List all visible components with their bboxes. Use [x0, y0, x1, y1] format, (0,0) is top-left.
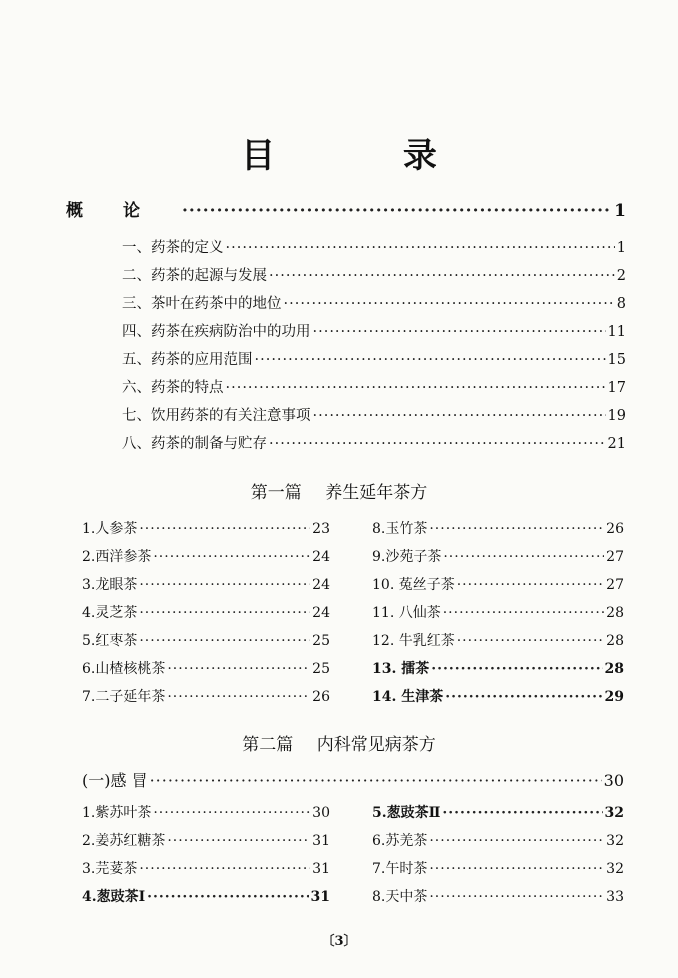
leader-dots	[147, 889, 308, 905]
section-number: 第二篇	[242, 735, 294, 755]
toc-entry-page: 19	[607, 408, 626, 424]
leader-dots	[429, 521, 604, 537]
section-heading-part1	[0, 478, 678, 503]
leader-dots	[139, 521, 310, 537]
leader-dots	[431, 661, 602, 677]
leader-dots	[167, 661, 310, 677]
toc-entry-page: 30	[603, 771, 624, 790]
toc-entry-page: 26	[312, 689, 330, 705]
toc-entry	[122, 432, 626, 453]
leader-dots	[139, 861, 310, 877]
toc-entry	[82, 574, 330, 594]
leader-dots	[313, 408, 606, 424]
toc-entry	[372, 886, 624, 906]
toc-entry	[82, 658, 330, 678]
toc-entry-label: 2.西洋参茶	[82, 549, 152, 565]
leader-dots	[429, 861, 604, 877]
toc-entry-label: 六、药茶的特点	[122, 380, 224, 396]
toc-entry	[82, 686, 330, 706]
toc-entry-label: 4.灵芝茶	[82, 605, 138, 621]
toc-entry-page: 28	[604, 661, 624, 677]
toc-entry	[82, 802, 330, 822]
section-number: 第一篇	[250, 483, 302, 503]
toc-entry-label: 一、药茶的定义	[122, 240, 224, 256]
toc-entry	[82, 630, 330, 650]
toc-entry-page: 8	[616, 296, 626, 312]
toc-entry-label: 1.紫苏叶茶	[82, 805, 152, 821]
leader-dots	[269, 268, 615, 284]
leader-dots	[443, 549, 604, 565]
toc-entry	[122, 404, 626, 425]
leader-dots	[167, 833, 310, 849]
toc-entry	[372, 830, 624, 850]
leader-dots	[167, 689, 310, 705]
leader-dots	[226, 380, 606, 396]
leader-dots	[269, 436, 606, 452]
toc-entry-label: 11. 八仙茶	[372, 605, 441, 621]
toc-entry-page: 31	[312, 833, 330, 849]
toc-entry-label: 5.葱豉茶Ⅱ	[372, 805, 441, 821]
toc-entry	[372, 858, 624, 878]
section-name: 内科常见病茶方	[316, 735, 436, 755]
toc-entry-page: 24	[312, 577, 330, 593]
toc-entry	[122, 264, 626, 285]
toc-entry-page: 15	[607, 352, 626, 368]
toc-entry	[122, 320, 626, 341]
toc-entry-label: 12. 牛乳红茶	[372, 633, 455, 649]
toc-entry-page: 2	[616, 268, 626, 284]
toc-entry-label: 1.人参茶	[82, 521, 138, 537]
leader-dots	[153, 805, 310, 821]
toc-entry	[372, 658, 624, 678]
leader-dots	[139, 577, 310, 593]
leader-dots	[139, 605, 310, 621]
toc-entry-page: 25	[312, 633, 330, 649]
toc-entry-category	[82, 768, 624, 791]
toc-entry	[122, 348, 626, 369]
toc-entry-label: 13. 擂茶	[372, 661, 430, 677]
leader-dots	[255, 352, 606, 368]
leader-dots	[457, 633, 604, 649]
toc-entry-page: 24	[312, 549, 330, 565]
toc-entry-label: 五、药茶的应用范围	[122, 352, 253, 368]
toc-entry	[372, 802, 624, 822]
leader-dots	[313, 324, 606, 340]
toc-entry-page: 32	[604, 805, 624, 821]
leader-dots	[445, 689, 602, 705]
toc-entry	[82, 602, 330, 622]
toc-entry-label: 3.龙眼茶	[82, 577, 138, 593]
toc-entry-page: 30	[312, 805, 330, 821]
toc-entry-label: 6.苏羌茶	[372, 833, 428, 849]
toc-entry-page: 31	[312, 861, 330, 877]
page-number: 〔3〕	[321, 934, 357, 949]
toc-entry-page: 24	[312, 605, 330, 621]
toc-entry-label: 10. 菟丝子茶	[372, 577, 455, 593]
toc-entry-page: 1	[616, 240, 626, 256]
toc-entry	[372, 574, 624, 594]
toc-entry-page: 29	[604, 689, 624, 705]
toc-entry-page: 26	[606, 521, 624, 537]
toc-entry-page: 28	[606, 633, 624, 649]
toc-entry	[82, 886, 330, 906]
toc-entry	[82, 858, 330, 878]
toc-entry-label: 5.红枣茶	[82, 633, 138, 649]
leader-dots	[442, 805, 602, 821]
leader-dots	[284, 296, 615, 312]
toc-entry-page: 1	[614, 201, 626, 221]
leader-dots	[429, 833, 604, 849]
toc-entry-label: (一)感 冒	[82, 771, 148, 790]
toc-entry-page: 25	[312, 661, 330, 677]
toc-entry-page: 32	[606, 833, 624, 849]
toc-entry-page: 31	[310, 889, 330, 905]
leader-dots	[139, 633, 310, 649]
toc-entry	[122, 376, 626, 397]
leader-dots	[153, 549, 310, 565]
toc-entry-label: 四、药茶在疾病防治中的功用	[122, 324, 311, 340]
leader-dots	[182, 201, 612, 221]
toc-entry-label: 2.姜苏红糖茶	[82, 833, 166, 849]
toc-entry-label: 4.葱豉茶Ⅰ	[82, 889, 146, 905]
toc-entry	[372, 630, 624, 650]
toc-entry	[122, 292, 626, 313]
toc-entry-label: 三、茶叶在药茶中的地位	[122, 296, 282, 312]
page-title: 目 录	[241, 136, 495, 176]
toc-entry	[82, 518, 330, 538]
leader-dots	[150, 771, 602, 790]
toc-entry-page: 27	[606, 549, 624, 565]
toc-entry-label: 8.天中茶	[372, 889, 428, 905]
toc-entry	[82, 830, 330, 850]
leader-dots	[443, 605, 604, 621]
toc-entry	[372, 686, 624, 706]
toc-entry-page: 23	[312, 521, 330, 537]
toc-entry	[122, 236, 626, 257]
toc-entry-label: 七、饮用药茶的有关注意事项	[122, 408, 311, 424]
section-name: 养生延年茶方	[325, 483, 428, 503]
toc-entry-page: 28	[606, 605, 624, 621]
toc-entry-label: 9.沙苑子茶	[372, 549, 442, 565]
toc-entry-label: 8.玉竹茶	[372, 521, 428, 537]
leader-dots	[429, 889, 604, 905]
toc-entry	[372, 602, 624, 622]
toc-entry-label: 3.芫荽茶	[82, 861, 138, 877]
toc-entry-label: 二、药茶的起源与发展	[122, 268, 267, 284]
toc-entry-label: 7.二子延年茶	[82, 689, 166, 705]
toc-entry-label: 概论	[66, 201, 180, 221]
toc-entry	[372, 518, 624, 538]
leader-dots	[226, 240, 615, 256]
toc-entry-overview	[66, 196, 626, 221]
toc-entry	[372, 546, 624, 566]
toc-entry-page: 21	[607, 436, 626, 452]
toc-entry-label: 7.午时茶	[372, 861, 428, 877]
toc-entry-label: 八、药茶的制备与贮存	[122, 436, 267, 452]
toc-entry	[82, 546, 330, 566]
toc-entry-page: 32	[606, 861, 624, 877]
section-heading-part2	[0, 730, 678, 755]
toc-entry-page: 11	[607, 324, 626, 340]
toc-entry-page: 33	[606, 889, 624, 905]
toc-entry-page: 17	[607, 380, 626, 396]
toc-entry-label: 14. 生津茶	[372, 689, 444, 705]
toc-entry-page: 27	[606, 577, 624, 593]
leader-dots	[457, 577, 604, 593]
toc-entry-label: 6.山楂核桃茶	[82, 661, 166, 677]
